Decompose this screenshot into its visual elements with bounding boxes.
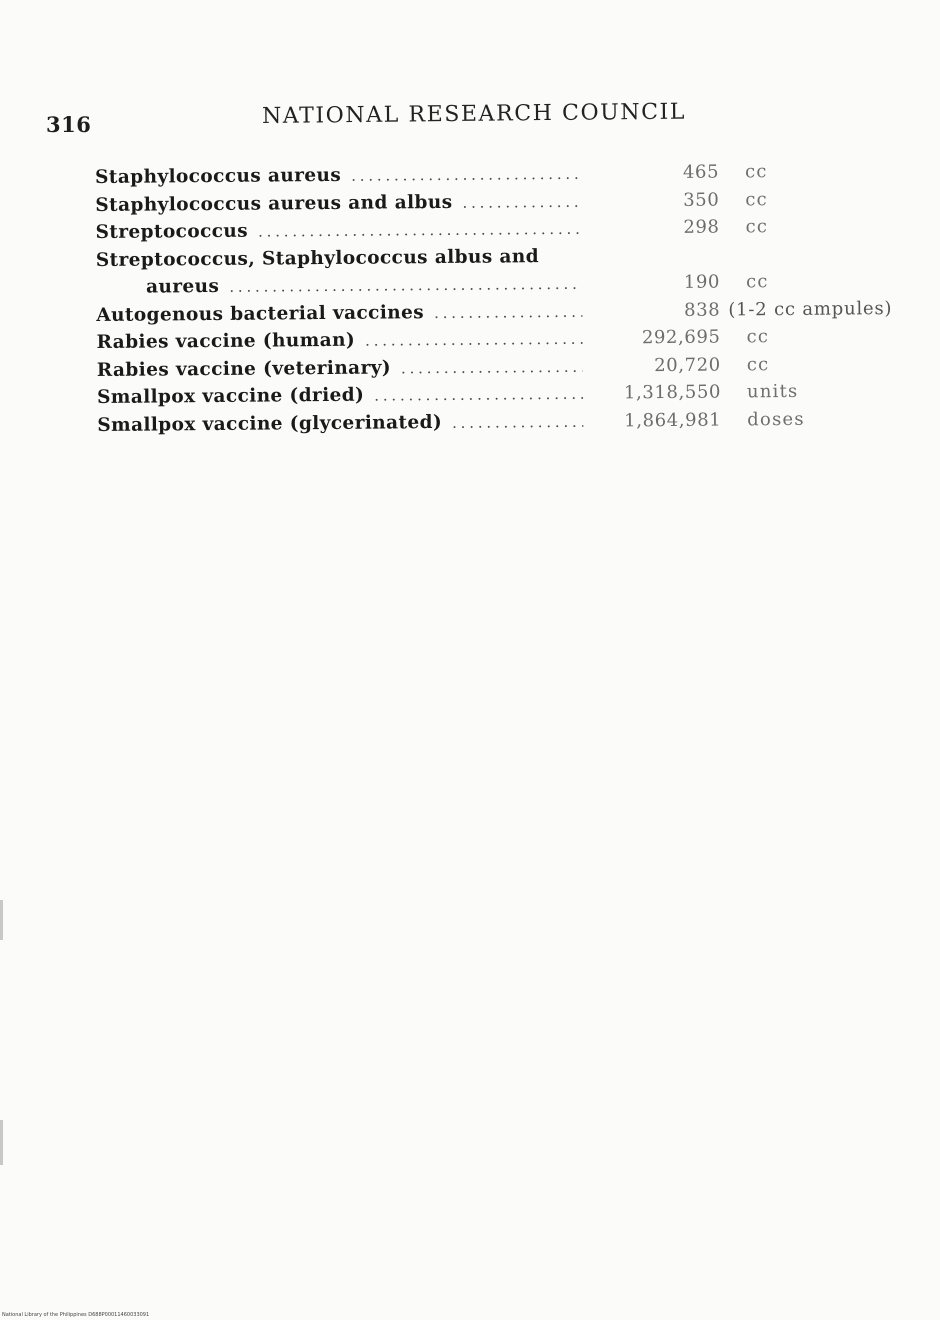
- row-unit: cc: [745, 216, 769, 238]
- row-unit: cc: [745, 188, 768, 210]
- row-quantity: 1,318,550: [623, 381, 722, 404]
- row-label: Smallpox vaccine (glycerinated): [97, 411, 443, 436]
- row-quantity: 20,720: [654, 354, 721, 376]
- scan-edge-mark: [0, 1120, 3, 1165]
- row-unit: cc: [745, 271, 769, 293]
- row-label: Staphylococcus aureus and albus: [95, 191, 453, 216]
- leader-dots: [258, 216, 582, 246]
- row-quantity: 298: [683, 216, 720, 238]
- row-quantity: 190: [683, 271, 721, 293]
- scan-source-note: National Library of the Philippines D688P00011460033091: [2, 1312, 150, 1318]
- page-number: 316: [46, 112, 92, 137]
- row-unit: units: [746, 380, 799, 403]
- row-label: Staphylococcus aureus: [95, 164, 342, 188]
- row-quantity: 350: [683, 189, 720, 211]
- row-label: Rabies vaccine (veterinary): [96, 356, 392, 381]
- leader-dots: [365, 326, 583, 355]
- running-head: NATIONAL RESEARCH COUNCIL: [261, 99, 687, 129]
- row-unit: (1-2 cc ampules): [728, 297, 893, 320]
- row-label-line1: Streptococcus, Staphylococcus albus and: [95, 245, 540, 271]
- row-label: Smallpox vaccine (dried): [96, 384, 365, 408]
- row-quantity: 838: [684, 299, 721, 321]
- table-row: [97, 404, 917, 439]
- leader-dots: [401, 353, 583, 382]
- row-label: Rabies vaccine (human): [96, 329, 356, 353]
- leader-dots: [374, 381, 583, 410]
- row-label: Autogenous bacterial vaccines: [96, 301, 425, 326]
- row-quantity: 465: [682, 161, 720, 183]
- table-row: [96, 239, 916, 301]
- scan-edge-mark: [0, 900, 3, 940]
- row-unit: cc: [746, 353, 770, 375]
- leader-dots: [351, 161, 581, 191]
- row-label-line2: aureus: [145, 275, 220, 298]
- row-unit: cc: [746, 326, 770, 348]
- row-unit: doses: [747, 408, 805, 430]
- production-table: [95, 157, 917, 439]
- row-label: Streptococcus: [95, 220, 249, 243]
- leader-dots: [452, 408, 583, 437]
- row-quantity: 1,864,981: [624, 409, 722, 431]
- row-unit: cc: [745, 161, 768, 183]
- row-quantity: 292,695: [641, 326, 721, 349]
- leader-dots: [434, 298, 582, 327]
- leader-dots: [462, 188, 581, 217]
